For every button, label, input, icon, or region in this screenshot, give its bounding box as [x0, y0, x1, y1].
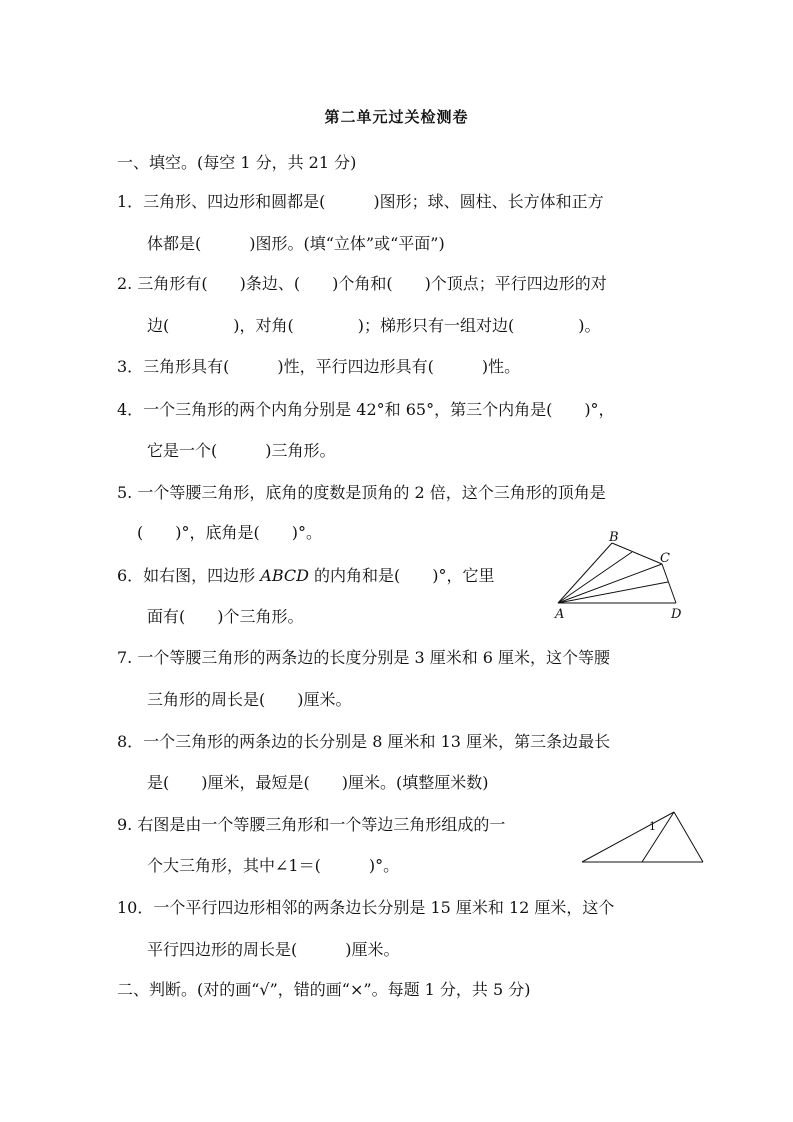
angle-1-label: 1 [649, 820, 656, 833]
diagonal-ac [558, 564, 662, 603]
question-3: 3．三角形具有( )性，平行四边形具有( )性。 [117, 357, 521, 376]
question-7-line-2: 三角形的周长是( )厘米。 [147, 690, 352, 709]
question-4-line-2: 它是一个( )三角形。 [147, 441, 336, 460]
inner-line [642, 812, 674, 862]
quadrilateral-abcd-figure [550, 527, 690, 623]
vertex-b-label: B [609, 530, 619, 545]
question-10-line-2: 平行四边形的周长是( )厘米。 [147, 940, 400, 959]
question-6-quad-name: ABCD [260, 566, 309, 585]
question-9-line-2: 个大三角形，其中∠1＝( )°。 [147, 856, 400, 875]
right-side [674, 812, 703, 862]
question-6-line-1 [117, 565, 495, 587]
question-4-line-1: 4．一个三角形的两个内角分别是 42°和 65°，第三个内角是( )°， [117, 400, 615, 419]
question-2-line-1: 2. 三角形有( )条边、( )个角和( )个顶点；平行四边形的对 [117, 274, 607, 293]
question-9-line-1: 9. 右图是由一个等腰三角形和一个等边三角形组成的一 [117, 815, 506, 834]
question-10-line-1: 10．一个平行四边形相邻的两条边长分别是 15 厘米和 12 厘米，这个 [117, 898, 615, 917]
question-6-text-c: 的内角和是( )°，它里 [308, 566, 495, 585]
page-title: 第二单元过关检测卷 [324, 108, 469, 126]
vertex-d-label: D [671, 607, 682, 622]
question-6-line-2: 面有( )个三角形。 [147, 607, 304, 626]
question-5-line-1: 5. 一个等腰三角形，底角的度数是顶角的 2 倍，这个三角形的顶角是 [117, 483, 606, 502]
segment-a-bc-1 [558, 552, 632, 603]
vertex-c-label: C [660, 551, 670, 566]
section-2-header: 二、判断。(对的画“√”，错的画“×”。每题 1 分，共 5 分) [117, 980, 531, 999]
question-8-line-2: 是( )厘米，最短是( )厘米。(填整厘米数) [147, 773, 489, 792]
left-side [582, 812, 674, 862]
question-1-line-2: 体都是( )图形。(填“立体”或“平面”) [147, 234, 445, 253]
question-8-line-1: 8．一个三角形的两条边的长分别是 8 厘米和 13 厘米，第三条边最长 [117, 732, 611, 751]
question-7-line-1: 7. 一个等腰三角形的两条边的长度分别是 3 厘米和 6 厘米，这个等腰 [117, 648, 611, 667]
question-2-line-2: 边( )，对角( )；梯形只有一组对边( )。 [147, 316, 601, 335]
question-5-line-2: ( )°，底角是( )°。 [137, 523, 322, 542]
angle-triangle-figure [578, 806, 708, 868]
vertex-a-label: A [555, 607, 565, 622]
question-6-text-a: 6．如右图，四边形 [117, 566, 261, 585]
question-1-line-1: 1．三角形、四边形和圆都是( )图形；球、圆柱、长方体和正方 [117, 192, 604, 211]
side-cd [662, 564, 676, 603]
section-1-header: 一、填空。(每空 1 分，共 21 分) [117, 153, 357, 172]
